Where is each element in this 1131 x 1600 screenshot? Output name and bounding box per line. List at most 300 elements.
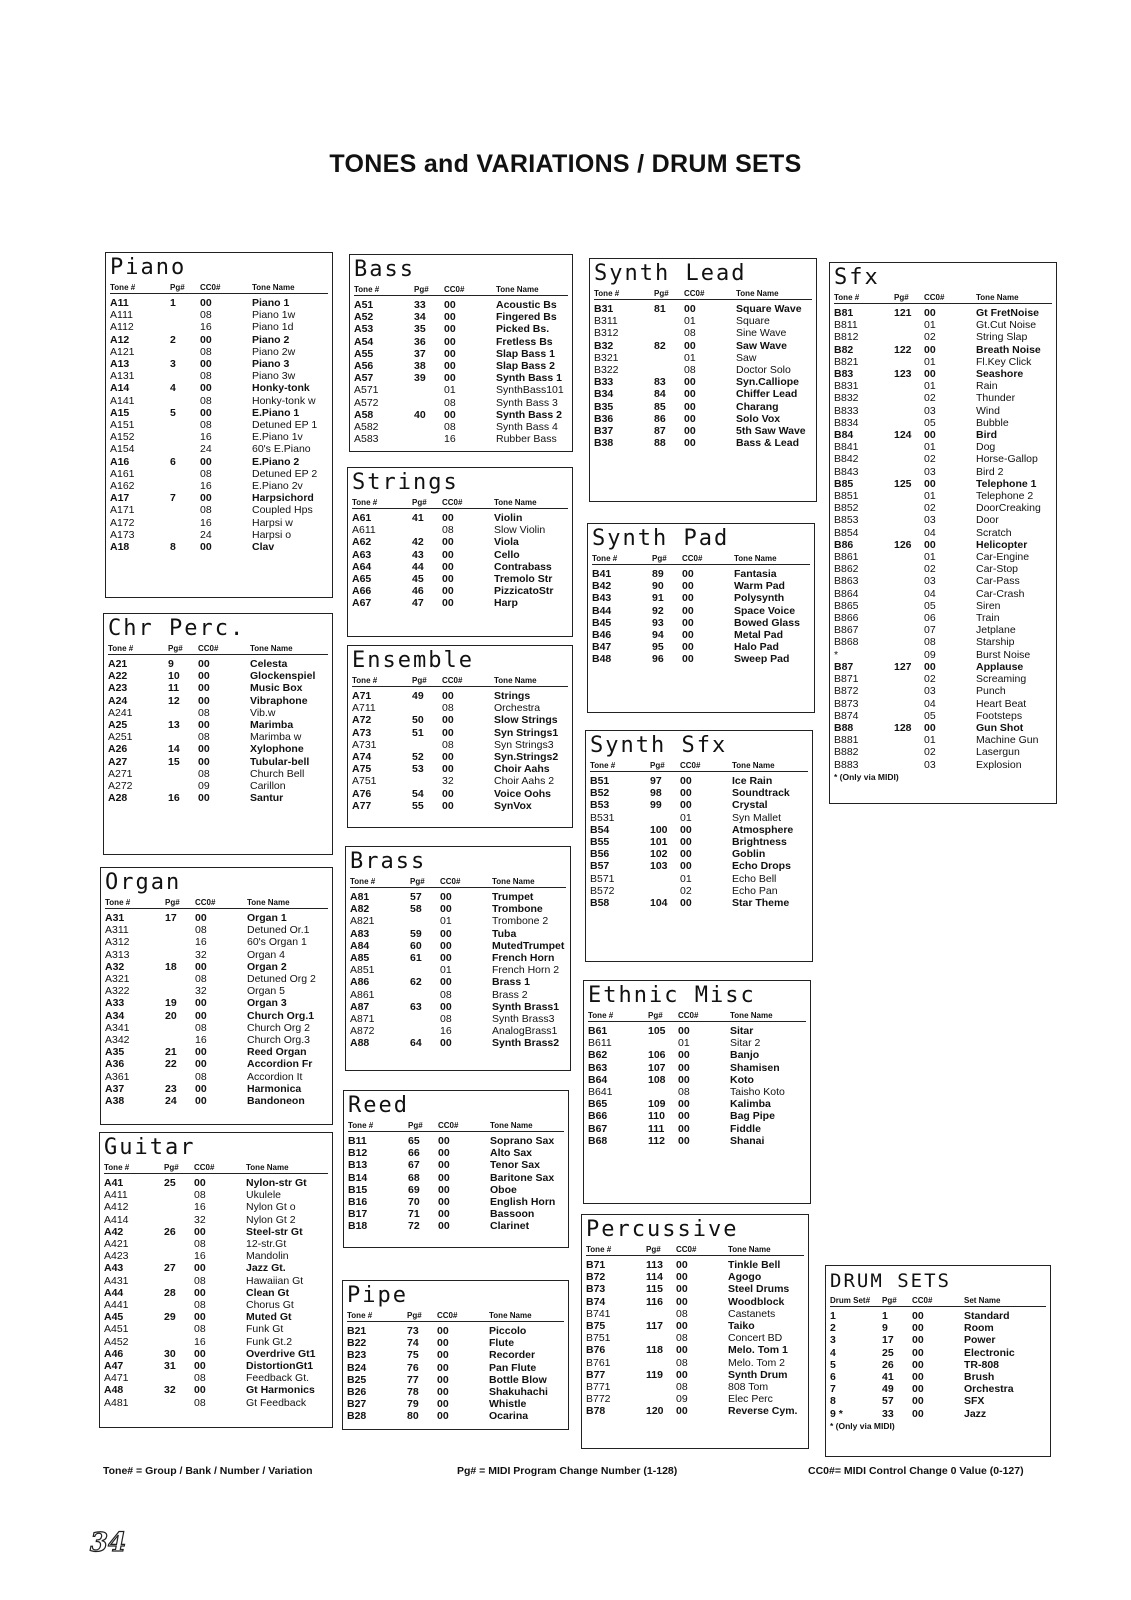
tone-row — [352, 573, 568, 585]
col-name: Tone Name — [496, 285, 539, 294]
tone-name: Piano 3w — [252, 370, 296, 383]
group-heading: Bass — [354, 257, 415, 282]
tone-name: Rain — [976, 380, 998, 393]
cc0-value: 01 — [680, 872, 692, 885]
program-number — [646, 1308, 676, 1320]
col-cc: CC0# — [678, 1011, 699, 1020]
cc0-value: 03 — [924, 758, 936, 771]
tone-name: Syn Strings3 — [494, 738, 554, 751]
tone-row — [586, 1308, 804, 1320]
cc0-value: 06 — [924, 612, 936, 625]
tone-name: Nylon Gt 2 — [246, 1213, 296, 1226]
cc0-value: 00 — [440, 952, 452, 965]
drum-set-number: 9 * — [830, 1407, 843, 1420]
tone-number: A23 — [108, 682, 128, 695]
tone-number: A112 — [110, 321, 134, 334]
program-number — [646, 1393, 676, 1405]
program-number: 26 — [164, 1225, 176, 1238]
program-number — [165, 1034, 195, 1046]
program-number: 112 — [648, 1134, 665, 1147]
program-number: 115 — [646, 1283, 663, 1296]
tone-row — [588, 1086, 806, 1098]
tone-number: A412 — [104, 1201, 129, 1214]
drum-set-number: 2 — [830, 1322, 836, 1335]
tone-row — [354, 323, 568, 335]
tone-name: Organ 4 — [247, 948, 285, 961]
tone-number: A24 — [108, 694, 128, 707]
cc0-value: 09 — [924, 648, 936, 661]
tone-name: Fantasia — [734, 568, 777, 580]
tone-number: B531 — [590, 811, 615, 824]
tone-row — [588, 1110, 806, 1122]
tone-name: Slow Strings — [494, 714, 558, 727]
tone-row — [348, 1196, 564, 1208]
group-sfx — [829, 262, 1057, 804]
tone-name: Church Org.1 — [247, 1009, 315, 1022]
tone-row — [594, 413, 812, 425]
cc0-value: 00 — [912, 1395, 924, 1408]
program-number — [170, 468, 200, 480]
tone-number: B61 — [588, 1025, 608, 1037]
col-pg: Pg# — [170, 283, 185, 292]
column-header — [590, 760, 808, 772]
col-name: Tone Name — [492, 877, 535, 886]
tone-number: A11 — [110, 297, 129, 309]
tone-row — [110, 358, 328, 370]
tone-name: Bird — [976, 429, 997, 442]
tone-number: A571 — [354, 384, 379, 397]
tone-name: Kalimba — [730, 1098, 771, 1111]
tone-row — [834, 490, 1052, 502]
program-number: 84 — [654, 388, 666, 401]
tone-name: Metal Pad — [734, 629, 784, 642]
tone-row — [594, 352, 812, 364]
tone-name: Organ 5 — [247, 985, 285, 998]
tone-number: B55 — [590, 836, 610, 849]
col-cc: CC0# — [195, 898, 216, 907]
cc0-value: 04 — [924, 697, 936, 710]
tone-number: B21 — [347, 1325, 367, 1337]
tone-name: Accordion It — [247, 1070, 303, 1083]
cc0-value: 00 — [195, 1082, 207, 1095]
group-heading: Percussive — [586, 1217, 739, 1242]
tone-row — [108, 682, 328, 694]
tone-row — [590, 775, 808, 787]
tone-number: A271 — [108, 767, 133, 780]
cc0-value: 01 — [924, 441, 936, 454]
program-number: 98 — [650, 787, 662, 800]
tone-row — [834, 356, 1052, 368]
cc0-value: 00 — [444, 408, 456, 421]
tone-row — [104, 1226, 328, 1238]
tone-name: String Slap — [976, 331, 1028, 344]
tone-number: A48 — [104, 1384, 124, 1397]
tone-name: 12-str.Gt — [246, 1238, 287, 1251]
program-number: 25 — [882, 1346, 894, 1359]
tone-row — [834, 527, 1052, 539]
tone-number: B82 — [834, 343, 854, 356]
tone-name: Chorus Gt — [246, 1299, 294, 1312]
tone-name: Trumpet — [492, 891, 534, 903]
cc0-value: 00 — [200, 455, 212, 468]
tone-row — [110, 321, 328, 333]
page-title: TONES and VARIATIONS / DRUM SETS — [329, 150, 802, 178]
cc0-value: 00 — [444, 323, 456, 336]
tone-number: A423 — [104, 1250, 129, 1263]
tone-row — [352, 561, 568, 573]
tone-number: B51 — [590, 775, 610, 787]
tone-number: A82 — [350, 903, 370, 916]
program-number: 60 — [410, 939, 422, 952]
program-number: 119 — [646, 1368, 663, 1381]
col-pg: Pg# — [652, 554, 667, 563]
tone-number: B851 — [834, 490, 859, 503]
tone-row — [105, 1083, 328, 1095]
tone-name: Seashore — [976, 368, 1024, 381]
cc0-value: 00 — [438, 1159, 450, 1172]
tone-name: Church Org.3 — [247, 1034, 311, 1047]
cc0-value: 00 — [437, 1349, 449, 1362]
tone-row — [352, 775, 568, 787]
tone-name: Wind — [976, 404, 1000, 417]
tone-name: Echo Bell — [732, 872, 777, 885]
tone-row — [590, 812, 808, 824]
tone-row — [586, 1296, 804, 1308]
tone-row — [108, 658, 328, 670]
program-number — [894, 356, 924, 368]
drum-set-list — [830, 1310, 1046, 1420]
tone-name: Ice Rain — [732, 775, 773, 787]
cc0-value: 08 — [440, 1013, 452, 1026]
tone-number: A111 — [110, 309, 133, 322]
tone-row — [594, 327, 812, 339]
program-number: 1 — [170, 297, 176, 309]
program-number: 75 — [407, 1349, 419, 1362]
cc0-value: 00 — [200, 492, 212, 505]
program-number — [894, 575, 924, 587]
col-cc: CC0# — [440, 877, 461, 886]
tone-number: B68 — [588, 1134, 608, 1147]
tone-number: B37 — [594, 425, 614, 438]
program-number — [170, 529, 200, 541]
tone-row — [105, 936, 328, 948]
cc0-value: 00 — [442, 597, 454, 610]
tone-number: B83 — [834, 368, 854, 381]
tone-number: A54 — [354, 335, 374, 348]
group-heading: Ethnic Misc — [588, 983, 756, 1008]
col-cc: CC0# — [676, 1245, 697, 1254]
cc0-value: 02 — [924, 502, 936, 515]
program-number — [654, 315, 684, 327]
cc0-value: 01 — [680, 811, 692, 824]
tone-row — [108, 731, 328, 743]
tone-row — [594, 437, 812, 449]
tone-number: A311 — [105, 924, 129, 937]
program-number — [414, 421, 444, 433]
tone-number: B821 — [834, 355, 859, 368]
tone-row — [105, 924, 328, 936]
cc0-value: 03 — [924, 514, 936, 527]
tone-name: Orchestra — [494, 702, 541, 715]
tone-row — [110, 407, 328, 419]
program-number: 108 — [648, 1073, 666, 1086]
cc0-value: 04 — [924, 526, 936, 539]
tone-row — [347, 1386, 564, 1398]
tone-row — [105, 912, 328, 924]
tone-row — [834, 539, 1052, 551]
cc0-value: 01 — [924, 490, 936, 503]
cc0-value: 00 — [684, 388, 696, 401]
tone-row — [354, 421, 568, 433]
drum-set-row — [830, 1322, 1046, 1334]
tone-name: Trombone 2 — [492, 915, 549, 928]
drum-set-row — [830, 1371, 1046, 1383]
tone-name: Trombone — [492, 903, 543, 916]
footer-tone-legend: Tone# = Group / Bank / Number / Variation — [103, 1465, 313, 1477]
tone-number: B883 — [834, 758, 859, 771]
tone-name: Reed Organ — [247, 1046, 307, 1059]
tone-row — [590, 836, 808, 848]
cc0-value: 00 — [678, 1049, 690, 1062]
cc0-value: 00 — [438, 1183, 450, 1196]
cc0-value: 00 — [442, 536, 454, 549]
cc0-value: 00 — [200, 382, 212, 395]
cc0-value: 00 — [438, 1171, 450, 1184]
tone-row — [108, 695, 328, 707]
tone-name: Piano 1w — [252, 309, 296, 322]
tone-number: B34 — [594, 388, 614, 401]
cc0-value: 02 — [924, 392, 936, 405]
cc0-value: 32 — [195, 985, 207, 998]
tone-row — [586, 1271, 804, 1283]
col-name: Tone Name — [976, 293, 1019, 302]
cc0-value: 00 — [442, 714, 454, 727]
tone-name: E.Piano 2v — [252, 480, 303, 493]
tone-name: Gun Shot — [976, 721, 1024, 734]
tone-row — [588, 1098, 806, 1110]
tone-name: Brass 1 — [492, 976, 530, 989]
group-chr-perc — [103, 613, 333, 855]
tone-row — [834, 673, 1052, 685]
tone-row — [592, 605, 810, 617]
program-number: 33 — [414, 299, 426, 311]
cc0-value: 02 — [924, 673, 936, 686]
cc0-value: 16 — [194, 1335, 206, 1348]
program-number: 73 — [407, 1325, 419, 1337]
program-number — [414, 384, 444, 396]
drum-set-row — [830, 1347, 1046, 1359]
tone-number: A751 — [352, 775, 377, 788]
program-number: 14 — [168, 743, 180, 756]
tone-row — [352, 714, 568, 726]
tone-row — [110, 443, 328, 455]
tone-name: Telephone 1 — [976, 477, 1037, 490]
col-tone: Tone # — [834, 293, 860, 302]
program-number: 68 — [408, 1171, 420, 1184]
cc0-value: 00 — [442, 548, 454, 561]
cc0-value: 00 — [442, 560, 454, 573]
cc0-value: 00 — [912, 1358, 924, 1371]
tone-number: A25 — [108, 719, 128, 732]
tone-name: Sine Wave — [736, 327, 787, 340]
tone-row — [594, 388, 812, 400]
program-number: 65 — [408, 1135, 420, 1147]
tone-number: A47 — [104, 1360, 124, 1373]
program-number — [650, 885, 680, 897]
cc0-value: 00 — [198, 792, 210, 805]
cc0-value: 00 — [680, 836, 692, 849]
program-number: 16 — [168, 792, 180, 805]
cc0-value: 00 — [682, 604, 694, 617]
col-tone: Tone # — [588, 1011, 614, 1020]
tone-row — [834, 685, 1052, 697]
tone-number: A35 — [105, 1046, 125, 1059]
tone-row — [586, 1344, 804, 1356]
tone-number: A41 — [104, 1177, 124, 1189]
tone-name: Recorder — [489, 1349, 536, 1362]
tone-number: A83 — [350, 927, 370, 940]
tone-name: French Horn 2 — [492, 964, 560, 977]
tone-row — [834, 649, 1052, 661]
tone-number: B57 — [590, 860, 610, 873]
tone-name: Piano 2 — [252, 333, 290, 346]
tone-name: Tenor Sax — [490, 1159, 540, 1172]
program-number — [654, 352, 684, 364]
tone-name: Organ 1 — [247, 912, 287, 924]
program-number — [170, 517, 200, 529]
tone-name: Baritone Sax — [490, 1171, 555, 1184]
tone-row — [834, 441, 1052, 453]
cc0-value: 00 — [437, 1337, 449, 1350]
tone-number: A322 — [105, 985, 130, 998]
tone-name: Warm Pad — [734, 580, 785, 593]
cc0-value: 00 — [682, 653, 694, 666]
program-number — [894, 417, 924, 429]
footer-cc-legend: CC0#= MIDI Control Change 0 Value (0-127) — [808, 1465, 1024, 1477]
tone-row — [834, 368, 1052, 380]
tone-number: B84 — [834, 429, 854, 442]
tone-number: B751 — [586, 1332, 611, 1345]
tone-row — [834, 759, 1052, 771]
cc0-value: 00 — [676, 1295, 688, 1308]
tone-name: Heart Beat — [976, 697, 1027, 710]
tone-row — [347, 1337, 564, 1349]
cc0-value: 00 — [444, 299, 456, 311]
tone-row — [586, 1332, 804, 1344]
tone-name: English Horn — [490, 1196, 556, 1209]
cc0-value: 00 — [195, 1095, 207, 1108]
tone-number: B41 — [592, 568, 612, 580]
tone-number: B63 — [588, 1061, 608, 1074]
cc0-value: 08 — [684, 327, 696, 340]
tone-row — [834, 405, 1052, 417]
tone-row — [354, 360, 568, 372]
tone-name: Honky-tonk — [252, 382, 310, 395]
tone-name: Muted Gt — [246, 1311, 292, 1324]
tone-number: B22 — [347, 1337, 367, 1350]
cc0-value: 00 — [924, 721, 936, 734]
program-number — [165, 973, 195, 985]
group-bass — [349, 254, 573, 452]
tone-name: Viola — [494, 536, 519, 549]
program-number — [410, 1013, 440, 1025]
tone-number: B42 — [592, 580, 612, 593]
tone-name: Alto Sax — [490, 1147, 533, 1160]
program-number: 86 — [654, 412, 666, 425]
program-number — [894, 453, 924, 465]
tone-name: Church Org 2 — [247, 1021, 311, 1034]
tone-row — [110, 395, 328, 407]
cc0-value: 00 — [676, 1405, 688, 1418]
set-name: Electronic — [964, 1346, 1015, 1359]
tone-name: Gt FretNoise — [976, 307, 1040, 319]
tone-name: Tubular-bell — [250, 755, 310, 768]
tone-row — [108, 707, 328, 719]
tone-number: B77 — [586, 1368, 606, 1381]
program-number: 128 — [894, 721, 912, 734]
tone-name: Music Box — [250, 682, 303, 695]
cc0-value: 01 — [684, 351, 696, 364]
tone-number: A84 — [350, 939, 370, 952]
tone-row — [834, 453, 1052, 465]
program-number: 120 — [646, 1405, 664, 1418]
tone-row — [834, 734, 1052, 746]
program-number: 29 — [164, 1311, 176, 1324]
tone-row — [105, 1010, 328, 1022]
tone-name: Organ 3 — [247, 997, 287, 1010]
tone-number: A45 — [104, 1311, 124, 1324]
tone-name: Square Wave — [736, 303, 802, 315]
tone-name: Melo. Tom 1 — [728, 1344, 788, 1357]
tone-number: B831 — [834, 380, 859, 393]
tone-number: A12 — [110, 333, 130, 346]
cc0-value: 08 — [676, 1332, 688, 1345]
program-number — [170, 346, 200, 358]
tone-number: A711 — [352, 702, 376, 715]
tone-name: 60's Organ 1 — [247, 936, 307, 949]
cc0-value: 08 — [198, 706, 210, 719]
col-tone: Tone # — [590, 761, 616, 770]
tone-row — [592, 580, 810, 592]
tone-name: Sitar 2 — [730, 1037, 761, 1050]
tone-name: Machine Gun — [976, 734, 1039, 747]
tone-row — [108, 719, 328, 731]
tone-row — [354, 372, 568, 384]
tone-name: Vib.w — [250, 706, 276, 719]
tone-name: Jazz Gt. — [246, 1262, 286, 1275]
tone-name: Explosion — [976, 758, 1022, 771]
tone-name: Steel-str Gt — [246, 1225, 303, 1238]
cc0-value: 00 — [680, 823, 692, 836]
group-ensemble — [347, 645, 573, 828]
tone-number: A121 — [110, 345, 135, 358]
cc0-value: 01 — [924, 551, 936, 564]
cc0-value: 16 — [440, 1025, 452, 1038]
program-number: 33 — [882, 1407, 894, 1420]
tone-number: A46 — [104, 1347, 124, 1360]
cc0-value: 00 — [442, 585, 454, 598]
tone-name: Screaming — [976, 673, 1027, 686]
col-name: Tone Name — [250, 644, 293, 653]
tone-row — [588, 1049, 806, 1061]
group-synth-sfx — [585, 730, 813, 962]
drum-set-number: 4 — [830, 1346, 836, 1359]
tone-name: Bass & Lead — [736, 437, 800, 450]
tone-name: Detuned EP 2 — [252, 467, 318, 480]
tone-name: Burst Noise — [976, 648, 1031, 661]
cc0-value: 00 — [442, 726, 454, 739]
tone-number: B85 — [834, 477, 854, 490]
